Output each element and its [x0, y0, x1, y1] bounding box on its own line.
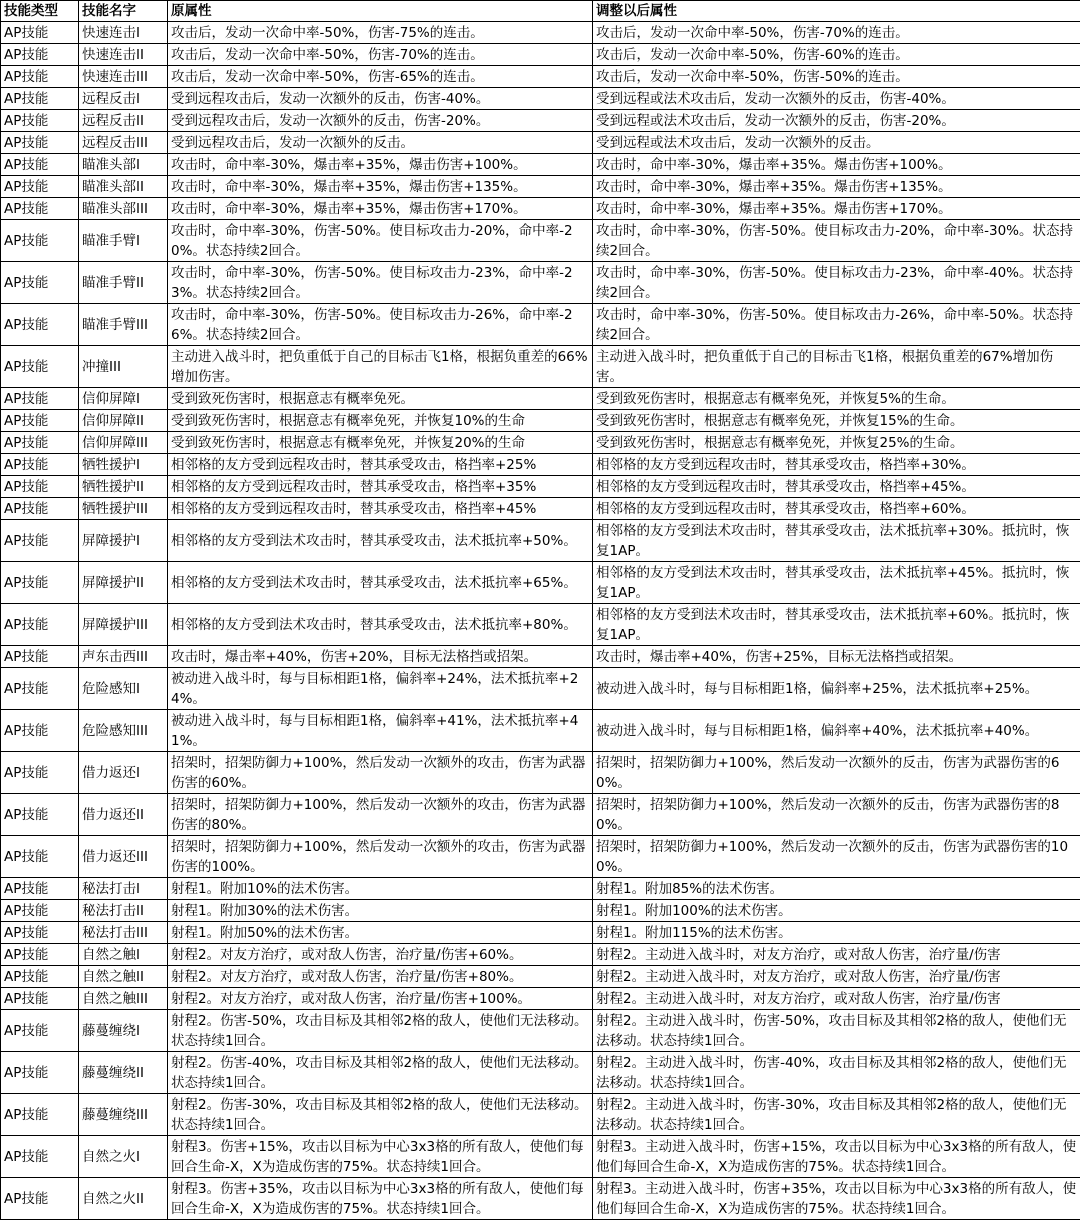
skill-name-cell: 瞄准手臂III	[79, 304, 168, 346]
skill-name-cell: 自然之火II	[79, 1178, 168, 1220]
original-attributes-cell: 射程3。伤害+35%，攻击以目标为中心3x3格的所有敌人，使他们每回合生命-X，X为造成伤害的75%。状态持续1回合。	[168, 1178, 593, 1220]
skill-name-cell: 藤蔓缠绕III	[79, 1094, 168, 1136]
adjusted-attributes-cell: 受到远程或法术攻击后，发动一次额外的反击，伤害-20%。	[593, 110, 1080, 132]
skill-name-cell: 屏障援护II	[79, 562, 168, 604]
table-row	[1, 304, 1080, 346]
adjusted-attributes-cell: 相邻格的友方受到法术攻击时，替其承受攻击，法术抵抗率+45%。抵抗时，恢复1AP。	[593, 562, 1080, 604]
skill-type-cell: AP技能	[1, 668, 79, 710]
table-row	[1, 710, 1080, 752]
skill-name-cell: 瞄准手臂I	[79, 220, 168, 262]
skill-name-cell: 藤蔓缠绕II	[79, 1052, 168, 1094]
skill-name-cell: 信仰屏障I	[79, 388, 168, 410]
original-attributes-cell: 相邻格的友方受到法术攻击时，替其承受攻击，法术抵抗率+80%。	[168, 604, 593, 646]
skill-name-cell: 危险感知III	[79, 710, 168, 752]
adjusted-attributes-cell: 射程2。主动进入战斗时，伤害-50%，攻击目标及其相邻2格的敌人，使他们无法移动。状态持续1回合。	[593, 1010, 1080, 1052]
skill-name-cell: 声东击西III	[79, 646, 168, 668]
skill-type-cell: AP技能	[1, 454, 79, 476]
adjusted-attributes-cell: 攻击时，命中率-30%，爆击率+35%。爆击伤害+100%。	[593, 154, 1080, 176]
skill-name-cell: 信仰屏障III	[79, 432, 168, 454]
adjusted-attributes-cell: 射程3。主动进入战斗时，伤害+35%，攻击以目标为中心3x3格的所有敌人，使他们每回合生命-X，X为造成伤害的75%。状态持续1回合。	[593, 1178, 1080, 1220]
skill-type-cell: AP技能	[1, 154, 79, 176]
header-skill-type: 技能类型	[1, 1, 79, 22]
table-row	[1, 944, 1080, 966]
original-attributes-cell: 招架时，招架防御力+100%，然后发动一次额外的攻击，伤害为武器伤害的60%。	[168, 752, 593, 794]
table-row	[1, 878, 1080, 900]
table-row	[1, 604, 1080, 646]
adjusted-attributes-cell: 攻击后，发动一次命中率-50%，伤害-60%的连击。	[593, 44, 1080, 66]
header-skill-name: 技能名字	[79, 1, 168, 22]
skill-type-cell: AP技能	[1, 1178, 79, 1220]
adjusted-attributes-cell: 受到致死伤害时，根据意志有概率免死，并恢复15%的生命。	[593, 410, 1080, 432]
table-row	[1, 44, 1080, 66]
skill-name-cell: 瞄准手臂II	[79, 262, 168, 304]
skill-name-cell: 远程反击III	[79, 132, 168, 154]
original-attributes-cell: 攻击后，发动一次命中率-50%，伤害-65%的连击。	[168, 66, 593, 88]
skill-name-cell: 牺牲援护II	[79, 476, 168, 498]
original-attributes-cell: 攻击时，命中率-30%，伤害-50%。使目标攻击力-23%，命中率-23%。状态持续2回合。	[168, 262, 593, 304]
skill-type-cell: AP技能	[1, 1136, 79, 1178]
adjusted-attributes-cell: 相邻格的友方受到法术攻击时，替其承受攻击，法术抵抗率+30%。抵抗时，恢复1AP。	[593, 520, 1080, 562]
original-attributes-cell: 招架时，招架防御力+100%，然后发动一次额外的攻击，伤害为武器伤害的80%。	[168, 794, 593, 836]
original-attributes-cell: 射程2。对友方治疗，或对敌人伤害，治疗量/伤害+100%。	[168, 988, 593, 1010]
skill-type-cell: AP技能	[1, 304, 79, 346]
skill-name-cell: 远程反击I	[79, 88, 168, 110]
adjusted-attributes-cell: 射程2。主动进入战斗时，对友方治疗，或对敌人伤害，治疗量/伤害	[593, 944, 1080, 966]
original-attributes-cell: 相邻格的友方受到远程攻击时，替其承受攻击，格挡率+45%	[168, 498, 593, 520]
skill-name-cell: 秘法打击III	[79, 922, 168, 944]
adjusted-attributes-cell: 相邻格的友方受到远程攻击时，替其承受攻击，格挡率+30%。	[593, 454, 1080, 476]
skill-type-cell: AP技能	[1, 262, 79, 304]
adjusted-attributes-cell: 被动进入战斗时，每与目标相距1格，偏斜率+25%，法术抵抗率+25%。	[593, 668, 1080, 710]
skill-type-cell: AP技能	[1, 520, 79, 562]
skill-type-cell: AP技能	[1, 88, 79, 110]
skill-name-cell: 自然之触II	[79, 966, 168, 988]
table-row	[1, 410, 1080, 432]
table-row	[1, 432, 1080, 454]
skill-name-cell: 秘法打击I	[79, 878, 168, 900]
header-row	[1, 1, 1080, 22]
original-attributes-cell: 相邻格的友方受到远程攻击时，替其承受攻击，格挡率+35%	[168, 476, 593, 498]
adjusted-attributes-cell: 受到远程或法术攻击后，发动一次额外的反击，伤害-40%。	[593, 88, 1080, 110]
skill-name-cell: 借力返还II	[79, 794, 168, 836]
adjusted-attributes-cell: 攻击时，命中率-30%，伤害-50%。使目标攻击力-20%，命中率-30%。状态持续2回合。	[593, 220, 1080, 262]
skill-type-cell: AP技能	[1, 198, 79, 220]
table-row	[1, 198, 1080, 220]
original-attributes-cell: 受到致死伤害时，根据意志有概率免死，并恢复20%的生命	[168, 432, 593, 454]
table-row	[1, 646, 1080, 668]
original-attributes-cell: 被动进入战斗时，每与目标相距1格，偏斜率+41%，法术抵抗率+41%。	[168, 710, 593, 752]
skill-name-cell: 快速连击III	[79, 66, 168, 88]
skill-name-cell: 远程反击II	[79, 110, 168, 132]
adjusted-attributes-cell: 攻击时，命中率-30%，爆击率+35%。爆击伤害+170%。	[593, 198, 1080, 220]
adjusted-attributes-cell: 射程2。主动进入战斗时，对友方治疗，或对敌人伤害，治疗量/伤害	[593, 988, 1080, 1010]
table-row	[1, 498, 1080, 520]
skill-name-cell: 瞄准头部I	[79, 154, 168, 176]
adjusted-attributes-cell: 射程3。主动进入战斗时，伤害+15%，攻击以目标为中心3x3格的所有敌人，使他们每回合生命-X，X为造成伤害的75%。状态持续1回合。	[593, 1136, 1080, 1178]
table-row	[1, 900, 1080, 922]
adjusted-attributes-cell: 招架时，招架防御力+100%，然后发动一次额外的反击，伤害为武器伤害的80%。	[593, 794, 1080, 836]
table-row	[1, 110, 1080, 132]
skill-type-cell: AP技能	[1, 878, 79, 900]
skill-type-cell: AP技能	[1, 1052, 79, 1094]
table-body	[1, 22, 1080, 1220]
skill-type-cell: AP技能	[1, 410, 79, 432]
adjusted-attributes-cell: 相邻格的友方受到远程攻击时，替其承受攻击，格挡率+60%。	[593, 498, 1080, 520]
skill-name-cell: 借力返还III	[79, 836, 168, 878]
original-attributes-cell: 受到远程攻击后，发动一次额外的反击，伤害-40%。	[168, 88, 593, 110]
adjusted-attributes-cell: 被动进入战斗时，每与目标相距1格，偏斜率+40%，法术抵抗率+40%。	[593, 710, 1080, 752]
original-attributes-cell: 攻击时，命中率-30%，爆击率+35%，爆击伤害+135%。	[168, 176, 593, 198]
table-row	[1, 132, 1080, 154]
skill-name-cell: 借力返还I	[79, 752, 168, 794]
table-row	[1, 836, 1080, 878]
table-row	[1, 1010, 1080, 1052]
table-row	[1, 476, 1080, 498]
adjusted-attributes-cell: 受到致死伤害时，根据意志有概率免死，并恢复25%的生命。	[593, 432, 1080, 454]
adjusted-attributes-cell: 攻击后，发动一次命中率-50%，伤害-50%的连击。	[593, 66, 1080, 88]
table-row	[1, 562, 1080, 604]
table-row	[1, 1178, 1080, 1220]
original-attributes-cell: 相邻格的友方受到远程攻击时，替其承受攻击，格挡率+25%	[168, 454, 593, 476]
original-attributes-cell: 射程1。附加50%的法术伤害。	[168, 922, 593, 944]
original-attributes-cell: 射程2。对友方治疗，或对敌人伤害，治疗量/伤害+60%。	[168, 944, 593, 966]
header-adjusted-attributes: 调整以后属性	[593, 1, 1080, 22]
adjusted-attributes-cell: 射程2。主动进入战斗时，伤害-30%，攻击目标及其相邻2格的敌人，使他们无法移动。状态持续1回合。	[593, 1094, 1080, 1136]
skill-name-cell: 快速连击II	[79, 44, 168, 66]
original-attributes-cell: 招架时，招架防御力+100%，然后发动一次额外的攻击，伤害为武器伤害的100%。	[168, 836, 593, 878]
table-row	[1, 22, 1080, 44]
original-attributes-cell: 射程2。伤害-50%，攻击目标及其相邻2格的敌人，使他们无法移动。状态持续1回合。	[168, 1010, 593, 1052]
table-row	[1, 1136, 1080, 1178]
adjusted-attributes-cell: 招架时，招架防御力+100%，然后发动一次额外的反击，伤害为武器伤害的100%。	[593, 836, 1080, 878]
skill-name-cell: 牺牲援护I	[79, 454, 168, 476]
skill-type-cell: AP技能	[1, 794, 79, 836]
adjusted-attributes-cell: 射程1。附加85%的法术伤害。	[593, 878, 1080, 900]
table-row	[1, 668, 1080, 710]
skill-name-cell: 信仰屏障II	[79, 410, 168, 432]
skill-type-cell: AP技能	[1, 1010, 79, 1052]
table-row	[1, 922, 1080, 944]
skill-type-cell: AP技能	[1, 498, 79, 520]
original-attributes-cell: 攻击时，爆击率+40%，伤害+20%，目标无法格挡或招架。	[168, 646, 593, 668]
table-row	[1, 794, 1080, 836]
skill-type-cell: AP技能	[1, 22, 79, 44]
skill-name-cell: 牺牲援护III	[79, 498, 168, 520]
table-row	[1, 88, 1080, 110]
skill-name-cell: 屏障援护III	[79, 604, 168, 646]
table-row	[1, 220, 1080, 262]
skill-name-cell: 瞄准头部II	[79, 176, 168, 198]
skill-name-cell: 秘法打击II	[79, 900, 168, 922]
skill-type-cell: AP技能	[1, 562, 79, 604]
original-attributes-cell: 相邻格的友方受到法术攻击时，替其承受攻击，法术抵抗率+50%。	[168, 520, 593, 562]
skill-type-cell: AP技能	[1, 900, 79, 922]
table-row	[1, 520, 1080, 562]
adjusted-attributes-cell: 攻击时，爆击率+40%，伤害+25%，目标无法格挡或招架。	[593, 646, 1080, 668]
original-attributes-cell: 受到远程攻击后，发动一次额外的反击，伤害-20%。	[168, 110, 593, 132]
skill-type-cell: AP技能	[1, 44, 79, 66]
table-row	[1, 262, 1080, 304]
table-row	[1, 752, 1080, 794]
skill-type-cell: AP技能	[1, 176, 79, 198]
skill-type-cell: AP技能	[1, 110, 79, 132]
table-row	[1, 966, 1080, 988]
skill-name-cell: 自然之火I	[79, 1136, 168, 1178]
table-row	[1, 388, 1080, 410]
skill-type-cell: AP技能	[1, 476, 79, 498]
skill-type-cell: AP技能	[1, 944, 79, 966]
skill-type-cell: AP技能	[1, 432, 79, 454]
table-row	[1, 1094, 1080, 1136]
original-attributes-cell: 射程1。附加30%的法术伤害。	[168, 900, 593, 922]
adjusted-attributes-cell: 攻击后，发动一次命中率-50%，伤害-70%的连击。	[593, 22, 1080, 44]
adjusted-attributes-cell: 射程2。主动进入战斗时，对友方治疗，或对敌人伤害，治疗量/伤害	[593, 966, 1080, 988]
adjusted-attributes-cell: 受到致死伤害时，根据意志有概率免死，并恢复5%的生命。	[593, 388, 1080, 410]
skill-type-cell: AP技能	[1, 988, 79, 1010]
skill-type-cell: AP技能	[1, 922, 79, 944]
original-attributes-cell: 射程2。伤害-30%，攻击目标及其相邻2格的敌人，使他们无法移动。状态持续1回合。	[168, 1094, 593, 1136]
adjusted-attributes-cell: 攻击时，命中率-30%，伤害-50%。使目标攻击力-26%，命中率-50%。状态持续2回合。	[593, 304, 1080, 346]
original-attributes-cell: 攻击时，命中率-30%，伤害-50%。使目标攻击力-26%，命中率-26%。状态持续2回合。	[168, 304, 593, 346]
adjusted-attributes-cell: 射程1。附加115%的法术伤害。	[593, 922, 1080, 944]
adjusted-attributes-cell: 招架时，招架防御力+100%，然后发动一次额外的反击，伤害为武器伤害的60%。	[593, 752, 1080, 794]
table-row	[1, 176, 1080, 198]
skill-name-cell: 瞄准头部III	[79, 198, 168, 220]
skill-type-cell: AP技能	[1, 604, 79, 646]
skill-name-cell: 快速连击I	[79, 22, 168, 44]
table-row	[1, 454, 1080, 476]
table-row	[1, 988, 1080, 1010]
original-attributes-cell: 射程2。伤害-40%，攻击目标及其相邻2格的敌人，使他们无法移动。状态持续1回合。	[168, 1052, 593, 1094]
original-attributes-cell: 射程2。对友方治疗，或对敌人伤害，治疗量/伤害+80%。	[168, 966, 593, 988]
original-attributes-cell: 射程3。伤害+15%，攻击以目标为中心3x3格的所有敌人，使他们每回合生命-X，X为造成伤害的75%。状态持续1回合。	[168, 1136, 593, 1178]
original-attributes-cell: 攻击时，命中率-30%，爆击率+35%，爆击伤害+170%。	[168, 198, 593, 220]
original-attributes-cell: 相邻格的友方受到法术攻击时，替其承受攻击，法术抵抗率+65%。	[168, 562, 593, 604]
table-row	[1, 1052, 1080, 1094]
skill-name-cell: 自然之触I	[79, 944, 168, 966]
adjusted-attributes-cell: 受到远程或法术攻击后，发动一次额外的反击。	[593, 132, 1080, 154]
original-attributes-cell: 攻击后，发动一次命中率-50%，伤害-70%的连击。	[168, 44, 593, 66]
adjusted-attributes-cell: 攻击时，命中率-30%，爆击率+35%。爆击伤害+135%。	[593, 176, 1080, 198]
table-row	[1, 154, 1080, 176]
adjusted-attributes-cell: 射程2。主动进入战斗时，伤害-40%，攻击目标及其相邻2格的敌人，使他们无法移动。状态持续1回合。	[593, 1052, 1080, 1094]
skill-type-cell: AP技能	[1, 220, 79, 262]
original-attributes-cell: 射程1。附加10%的法术伤害。	[168, 878, 593, 900]
skill-name-cell: 自然之触III	[79, 988, 168, 1010]
original-attributes-cell: 攻击时，命中率-30%，伤害-50%。使目标攻击力-20%，命中率-20%。状态持续2回合。	[168, 220, 593, 262]
skill-name-cell: 危险感知I	[79, 668, 168, 710]
original-attributes-cell: 被动进入战斗时，每与目标相距1格，偏斜率+24%，法术抵抗率+24%。	[168, 668, 593, 710]
original-attributes-cell: 主动进入战斗时，把负重低于自己的目标击飞1格，根据负重差的66%增加伤害。	[168, 346, 593, 388]
adjusted-attributes-cell: 主动进入战斗时，把负重低于自己的目标击飞1格，根据负重差的67%增加伤害。	[593, 346, 1080, 388]
skill-type-cell: AP技能	[1, 836, 79, 878]
original-attributes-cell: 攻击后，发动一次命中率-50%，伤害-75%的连击。	[168, 22, 593, 44]
table-row	[1, 66, 1080, 88]
skill-name-cell: 冲撞III	[79, 346, 168, 388]
skill-type-cell: AP技能	[1, 966, 79, 988]
skill-type-cell: AP技能	[1, 132, 79, 154]
adjusted-attributes-cell: 相邻格的友方受到法术攻击时，替其承受攻击，法术抵抗率+60%。抵抗时，恢复1AP。	[593, 604, 1080, 646]
table-row	[1, 346, 1080, 388]
original-attributes-cell: 受到远程攻击后，发动一次额外的反击。	[168, 132, 593, 154]
skill-type-cell: AP技能	[1, 710, 79, 752]
adjusted-attributes-cell: 射程1。附加100%的法术伤害。	[593, 900, 1080, 922]
skill-name-cell: 屏障援护I	[79, 520, 168, 562]
original-attributes-cell: 受到致死伤害时，根据意志有概率免死，并恢复10%的生命	[168, 410, 593, 432]
adjusted-attributes-cell: 相邻格的友方受到远程攻击时，替其承受攻击，格挡率+45%。	[593, 476, 1080, 498]
skill-type-cell: AP技能	[1, 346, 79, 388]
header-original-attributes: 原属性	[168, 1, 593, 22]
skill-name-cell: 藤蔓缠绕I	[79, 1010, 168, 1052]
original-attributes-cell: 受到致死伤害时，根据意志有概率免死。	[168, 388, 593, 410]
original-attributes-cell: 攻击时，命中率-30%，爆击率+35%，爆击伤害+100%。	[168, 154, 593, 176]
skill-type-cell: AP技能	[1, 646, 79, 668]
adjusted-attributes-cell: 攻击时，命中率-30%，伤害-50%。使目标攻击力-23%，命中率-40%。状态持续2回合。	[593, 262, 1080, 304]
skill-type-cell: AP技能	[1, 388, 79, 410]
skill-type-cell: AP技能	[1, 752, 79, 794]
skill-type-cell: AP技能	[1, 1094, 79, 1136]
skill-type-cell: AP技能	[1, 66, 79, 88]
